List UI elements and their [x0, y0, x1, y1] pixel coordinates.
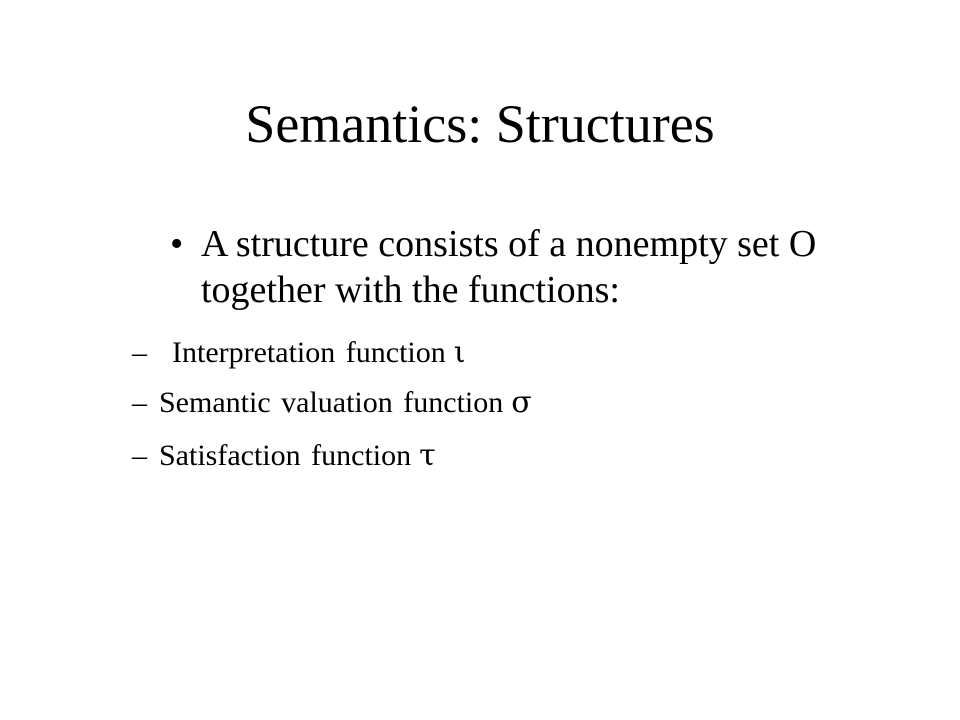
sub-item-text: [159, 436, 436, 476]
sub-item-dash: –: [132, 386, 147, 419]
bullet-text: A structure consists of a nonempty set O together with the functions:: [201, 223, 817, 311]
sigma-symbol: σ: [511, 385, 532, 420]
sub-item-text: [172, 333, 466, 373]
sub-item-dash: –: [132, 336, 147, 369]
sub-item-dash: –: [132, 439, 147, 472]
sub-item-text: [159, 383, 532, 423]
iota-symbol: ι: [453, 335, 466, 370]
tau-symbol: τ: [419, 438, 436, 473]
sub-item-label: Semantic valuation function: [159, 386, 504, 419]
sub-item-label: Interpretation function: [172, 336, 446, 369]
sub-item-label: Satisfaction function: [159, 439, 412, 472]
slide-title: Semantics: Structures: [245, 94, 715, 154]
bullet-marker: •: [170, 223, 184, 265]
